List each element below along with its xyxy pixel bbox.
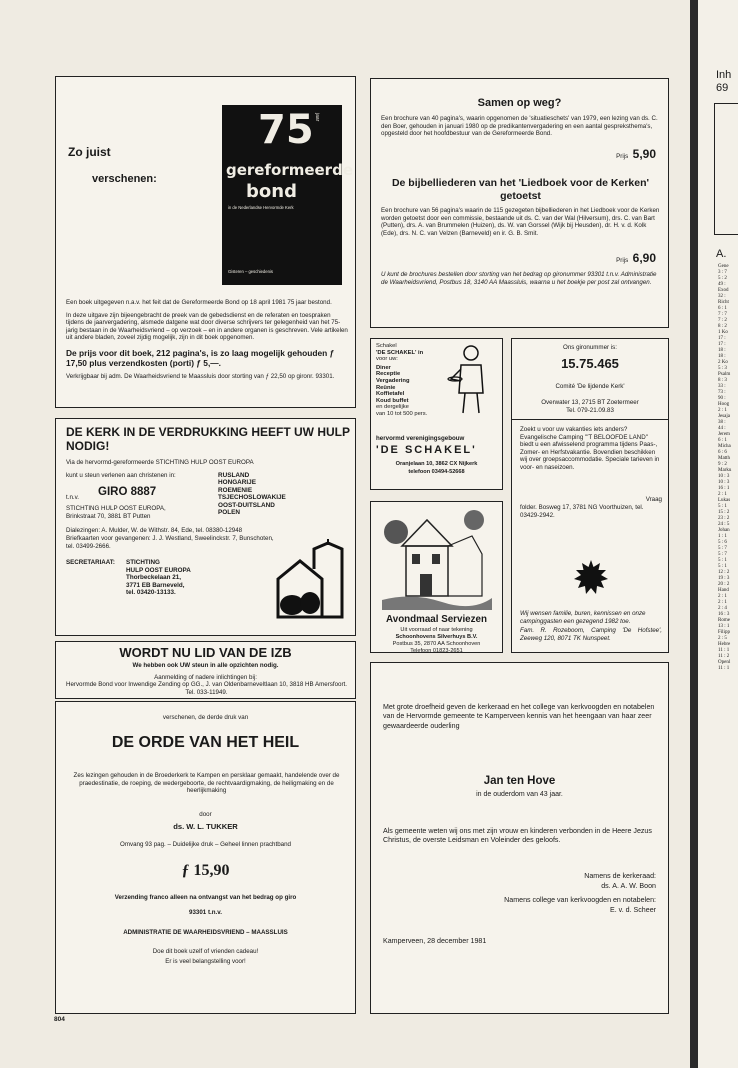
ad-line: Aanmelding of nadere inlichtingen bij: <box>154 674 257 681</box>
giro-number: 15.75.465 <box>561 356 619 371</box>
menu-item: Vergadering <box>376 377 410 384</box>
index-entry: Openl <box>718 660 731 665</box>
ad-title: DE KERK IN DE VERDRUKKING HEEFT UW HULP NODIG! <box>66 425 350 453</box>
index-entry: 11 : 2 <box>718 654 730 659</box>
ad-lijdende-kerk <box>511 338 669 420</box>
country: HONGARIJE <box>218 479 256 487</box>
cover-number: 75 <box>258 107 314 153</box>
book-description: Zes lezingen gehouden in de Broederkerk te Kampen en persklaar gemaakt, handelende over de praedestinatie, de roeping, de wedergeboorte, de rechtvaardigmaking, de heiligmaking en de heerlijkmaking <box>73 772 340 795</box>
notice-place-date: Kamperveen, 28 december 1981 <box>383 937 487 945</box>
ad-line: en dergelijke <box>376 404 409 411</box>
ad-pre: verschenen, de derde druk van <box>162 714 249 721</box>
deceased-name: Jan ten Hove <box>483 775 556 787</box>
signature-name: E. v. d. Scheer <box>610 906 656 914</box>
ad-address: Postbus 35, 2870 AA Schoonhoven <box>392 641 481 647</box>
ad-line: Ons gironummer is: <box>563 344 617 351</box>
index-entry: 5 : 7 <box>718 546 727 551</box>
index-entry: 6 : 6 <box>718 450 727 455</box>
index-entry: 7 : 2 <box>718 318 727 323</box>
menu-item: Reünie <box>376 384 396 391</box>
index-entry: Filipp <box>718 630 730 635</box>
giro-info: 93301 t.n.v. <box>189 909 222 916</box>
gift-line: Doe dit boek uzelf of vrienden cadeau! <box>152 948 259 955</box>
ad-subtitle: We hebben ook UW steun in alle opzichten nodig. <box>132 662 279 669</box>
index-entry: Psalm <box>718 372 731 377</box>
house-illustration-icon <box>382 506 492 610</box>
ad-de-schakel <box>370 338 503 490</box>
ad-avondmaal-serviezen <box>370 501 503 653</box>
ad-75-jaar-gereformeerde-bond <box>55 76 356 408</box>
brochure-text-2: Een brochure van 56 pagina's waarin de 115 gezegeten bijbelliederen in het Liedboek voor de Kerken worden getoetst door een commissie, bestaande uit ds. C. van der Wal (Hilversum), drs. C. van Bart (Putten), drs. A. van Brummelen (Huizen), ds. W. van Gorssel (Wijk bij Heusden), dr. H. v. d. Kolk (Ede), drs. N. C. van Velzen (Barneveld) en ir. G. B. Smit. <box>381 207 660 237</box>
index-entry: Hand <box>718 588 729 593</box>
index-entry: 17 : <box>718 342 726 347</box>
country: RUSLAND <box>218 472 250 479</box>
venue-type: hervormd verenigingsgebouw <box>376 435 465 442</box>
index-entry: Jerem <box>718 432 730 437</box>
book-format: Omvang 93 pag. – Duidelijke druk – Geheel linnen prachtband <box>120 841 291 848</box>
index-entry: 23 : 2 <box>718 516 730 521</box>
menu-item: Koud buffet <box>376 397 409 404</box>
index-entry: Rome <box>718 618 730 623</box>
index-entry: 12 : 2 <box>718 570 730 575</box>
index-entry: Johan <box>718 528 730 533</box>
order-info: Verzending franco alleen na ontvangst van het bedrag op giro <box>114 894 297 901</box>
brochure-price-2 <box>616 249 656 267</box>
phone: Tel. 079-21.09.83 <box>566 407 614 414</box>
index-heading: Inh <box>716 69 732 81</box>
ad-phone: Telefoon 01823-2651 <box>410 648 463 653</box>
index-entry: 8 : 3 <box>718 378 727 383</box>
index-entry: 73 : <box>718 390 726 395</box>
signature-label: Namens de kerkeraad: <box>584 872 656 880</box>
vraag: Vraag <box>645 496 662 503</box>
brochure-order: U kunt de brochures bestellen door storting van het bedrag op gironummer 93301 t.n.v. Administratie de Waarheidsvriend, Postbus 18, 3140 AA Maassluis, waarna u het boekje per post zal ontvangen. <box>381 271 657 286</box>
index-entry: 10 : 3 <box>718 474 730 479</box>
door: door <box>199 811 212 818</box>
country: TSJECHOSLOWAKIJE <box>218 494 286 502</box>
index-entry: 5 : 1 <box>718 504 727 509</box>
secretariaat-label: SECRETARIAAT: <box>66 559 115 566</box>
index-entry: 2 : 1 <box>718 600 727 605</box>
index-entry: 2 : 1 <box>718 492 727 497</box>
index-entry: 2 : 4 <box>718 606 727 611</box>
ad-orde-van-het-heil <box>55 701 356 1014</box>
camping-signature: Fam. R. Rozeboom, Camping 'De Hofstee', Zeeweg 120, 8071 TK Nunspeet. <box>520 627 662 642</box>
ad-heading: Zo juist <box>68 145 111 159</box>
index-entry: Gene <box>718 264 729 269</box>
cover-title: gereformeerde <box>226 161 353 179</box>
index-entry: 8 : 2 <box>718 324 727 329</box>
country-list <box>218 472 286 516</box>
ad-text <box>376 343 427 418</box>
notice-faith: Als gemeente weten wij ons met zijn vrouw en kinderen verbonden in de Heere Jezus Christus, de overste Leidsman en Voleinder des geloofs. <box>383 827 652 845</box>
country: ROEMENIE <box>218 486 253 494</box>
index-entry: Exod <box>718 288 729 293</box>
secretariaat-address <box>126 559 191 597</box>
index-entry: 7 : 7 <box>718 312 727 317</box>
address-line: tel. 03420-13133. <box>126 589 176 597</box>
index-entry: 5 : 3 <box>718 366 727 371</box>
ad-izb <box>55 641 356 699</box>
ad-line: kunt u steun verlenen aan christenen in: <box>66 472 176 479</box>
index-entry: 3 : 7 <box>718 270 727 275</box>
ad-intro: Een boek uitgegeven n.a.v. het feit dat de Gereformeerde Bond op 18 april 1981 75 jaar bestond. <box>66 299 332 306</box>
ad-line: van 10 tot 500 pers. <box>376 410 428 417</box>
comite: Comité 'De lijdende Kerk' <box>555 383 625 390</box>
index-entry: 33 : <box>718 384 726 389</box>
dialezingen: Dialezingen: A. Mulder, W. de Withstr. 84, Ede, tel. 08380-12948 <box>66 527 243 534</box>
ad-hulp-oost-europa <box>55 418 356 636</box>
ad-price: De prijs voor dit boek, 212 pagina's, is zo laag mogelijk gehouden ƒ 17,50 plus verzendkosten (porti) ƒ 5,—. <box>66 347 335 368</box>
cover-title-bond: bond <box>246 181 297 202</box>
stichting-address: Brinkstraat 70, 3881 BT Putten <box>66 513 151 520</box>
index-entry: 2 : 1 <box>718 408 727 413</box>
facing-page-index <box>698 0 738 1068</box>
ad-title: Avondmaal Serviezen <box>386 614 487 625</box>
ad-line: Via de hervormd-gereformeerde STICHTING HULP OOST EUROPA <box>66 459 254 466</box>
ad-company: Schoonhovens Silverhuys B.V. <box>395 634 478 640</box>
briefkaarten: Briefkaarten voor gevangenen: J. J. Westland, Sweelinckstr. 7, Bunschoten, tel. 03499-2666. <box>66 535 274 550</box>
brochure-title-1: Samen op weg? <box>477 97 562 109</box>
book-price: ƒ 15,90 <box>181 862 230 879</box>
address-line: Thorbeckelaan 21, <box>126 574 181 582</box>
index-entry: 6 : 1 <box>718 438 727 443</box>
index-entry: 17 : <box>718 336 726 341</box>
cover-foot: Gisteren – geschiedenis <box>228 269 273 274</box>
address: Overwater 13, 2715 BT Zoetermeer <box>541 399 639 406</box>
index-entry: Marku <box>718 468 732 473</box>
ad-subheading: verschenen: <box>92 173 157 185</box>
price-value: 5,90 <box>632 147 656 161</box>
index-entry: 2 : 5 <box>718 636 727 641</box>
venue-phone: telefoon 03494-52668 <box>408 469 465 475</box>
index-entry: 5 : 1 <box>718 558 727 563</box>
page-number: 804 <box>54 1016 65 1023</box>
index-entry: 44 : <box>718 426 726 431</box>
cover-jaar: jaar <box>314 113 320 122</box>
index-entry: 11 : 1 <box>718 648 730 653</box>
index-entry: 11 : 1 <box>718 666 730 671</box>
price-value: 6,90 <box>632 251 656 265</box>
index-entry: 10 : 3 <box>718 480 730 485</box>
ad-line: 'DE SCHAKEL' in <box>376 349 424 356</box>
price-label: Prijs <box>616 153 629 160</box>
gift-line-2: Er is veel belangstelling voor! <box>165 958 246 965</box>
index-entry: Hoog <box>718 402 730 407</box>
index-entry: 9 : 2 <box>718 462 727 467</box>
author: ds. W. L. TUKKER <box>173 822 238 831</box>
country: OOST-DUITSLAND <box>218 501 275 509</box>
venue-address: Oranjelaan 10, 3862 CX Nijkerk <box>395 461 478 467</box>
index-entry: 6 : 1 <box>718 306 727 311</box>
index-entry: 90 : <box>718 396 726 401</box>
stichting-name: STICHTING HULP OOST EUROPA, <box>66 505 166 512</box>
death-notice <box>370 662 669 1014</box>
index-box <box>714 103 738 235</box>
index-entry: 19 : 3 <box>718 576 730 581</box>
country: POLEN <box>218 509 241 517</box>
menu-item: Receptie <box>376 371 401 378</box>
waiter-illustration-icon <box>447 343 495 415</box>
cover-subtitle: in de Nederlandse Hervormde Kerk <box>228 205 294 210</box>
index-entry: 1 : 1 <box>718 534 727 539</box>
index-list <box>718 264 731 672</box>
ad-brochures <box>370 78 669 328</box>
brochure-text-1: Een brochure van 40 pagina's, waarin opgenomen de 'situatieschets' van 1979, een lezing van ds. C. den Boer, gehouden in januari 1980 op de predikantenvergadering en een aantal gespreksthema's, opgesteld door het hoofdbestuur van de Gereformeerde Bond. <box>381 115 658 138</box>
index-entry: 5 : 6 <box>718 540 727 545</box>
giro-number: GIRO 8887 <box>98 486 157 498</box>
index-section-letter: A. <box>716 248 727 260</box>
ad-address: Hervormde Bond voor Inwendige Zending op GG., J. van Oldenbarneveltlaan 10, 3818 HB Amersfoort. Tel. 033-11949. <box>65 681 347 696</box>
index-entry: 13 : 1 <box>718 624 730 629</box>
index-entry: 18 : <box>718 354 726 359</box>
index-entry: 20 : 2 <box>718 582 730 587</box>
new-year-wish: Wij wensen familie, buren, kennissen en onze campinggasten een gezegend 1982 toe. <box>520 610 646 625</box>
index-entry: 2 Ko <box>718 360 728 365</box>
ad-camping <box>511 420 669 653</box>
ad-line: voor uw: <box>376 356 398 363</box>
ad-title: WORDT NU LID VAN DE IZB <box>119 645 292 660</box>
signature-name: ds. A. A. W. Boon <box>601 882 656 890</box>
signature-label: Namens college van kerkvoogden en notabelen: <box>504 896 656 904</box>
index-entry: 5 : 2 <box>718 276 727 281</box>
index-entry: 16 : 3 <box>718 612 730 617</box>
index-entry: Jesaja <box>718 414 730 419</box>
sunburst-icon <box>574 560 608 594</box>
index-entry: 1 Ko <box>718 330 728 335</box>
brochure-price-1 <box>616 145 656 163</box>
index-entry: Micha <box>718 444 731 449</box>
price-label: Prijs <box>616 257 629 264</box>
address-line: 3771 EB Barneveld, <box>126 581 185 589</box>
index-entry: Lukas <box>718 498 731 503</box>
address-line: HULP OOST EUROPA <box>126 566 191 574</box>
index-entry: 15 : 2 <box>718 510 730 515</box>
menu-item: Koffietafel <box>376 391 405 398</box>
index-entry: Richt <box>718 300 729 305</box>
index-entry: 18 : <box>718 348 726 353</box>
church-bread-icon <box>270 539 348 621</box>
administratie: ADMINISTRATIE DE WAARHEIDSVRIEND – MAASSLUIS <box>123 929 288 936</box>
address-line: STICHTING <box>126 559 160 566</box>
ad-line: Schakel <box>376 343 397 349</box>
index-entry: 16 : 1 <box>718 486 730 491</box>
deceased-age: in de ouderdom van 43 jaar. <box>476 791 563 798</box>
ad-line: Uit voorraad of naar tekening <box>400 627 473 633</box>
index-heading-year: 69 <box>716 82 729 94</box>
camping-text: Zoekt u voor uw vakanties iets anders? Evangelische Camping "'T BELOOFDE LAND" biedt u een afwisselend programma tijdens Paas-, Zomer- en Herfstvakantie. Bovendien beschikken wij over groepsaccommodatie. Speciale tarieven in voor- en naseizoen. <box>520 426 660 471</box>
book-gutter <box>690 0 698 1068</box>
index-entry: Matth <box>718 456 730 461</box>
index-entry: 38 : <box>718 420 726 425</box>
index-entry: 5 : 7 <box>718 552 727 557</box>
brochure-title-2: De bijbelliederen van het 'Liedboek voor de Kerken' getoetst <box>391 177 650 202</box>
index-entry: 49 : <box>718 282 726 287</box>
ad-body: In deze uitgave zijn bijeengebracht de preek van de gebedsdienst en de referaten en toespraken tijdens de jaarvergadering, alsmede datgene wat door diverse schrijvers ter gelegenheid van het 75-jarig bestaan in de Waarheidsvriend – op verzoek – en in andere organen is geschreven. Vele artikelen uit andere bladen, zoveel zijdig mogelijk, zijn in dit boek opgenomen. <box>66 311 348 342</box>
book-cover <box>222 105 353 285</box>
index-entry: 2 : 1 <box>718 594 727 599</box>
notice-intro: Met grote droefheid geven de kerkeraad en het college van kerkvoogden en notabelen van de Hervormde gemeente te Kamperveen kennis van het heengaan van haar zeer gewaardeerde ouderling <box>383 703 655 730</box>
index-entry: 5 : 1 <box>718 564 727 569</box>
index-entry: 32 : <box>718 294 726 299</box>
book-title: DE ORDE VAN HET HEIL <box>111 734 300 751</box>
venue-name: 'DE SCHAKEL' <box>376 444 477 456</box>
tnv: t.n.v. <box>66 494 79 501</box>
index-entry: Hebre <box>718 642 731 647</box>
index-entry: 24 : 5 <box>718 522 730 527</box>
menu-item: Diner <box>376 364 391 371</box>
camping-folder: folder. Bosweg 17, 3781 NG Voorthuizen, tel. 03429-2942. <box>520 504 644 519</box>
ad-order: Verkrijgbaar bij adm. De Waarheidsvriend te Maassluis door storting van ƒ 22,50 op gironr. 93301. <box>66 372 335 380</box>
